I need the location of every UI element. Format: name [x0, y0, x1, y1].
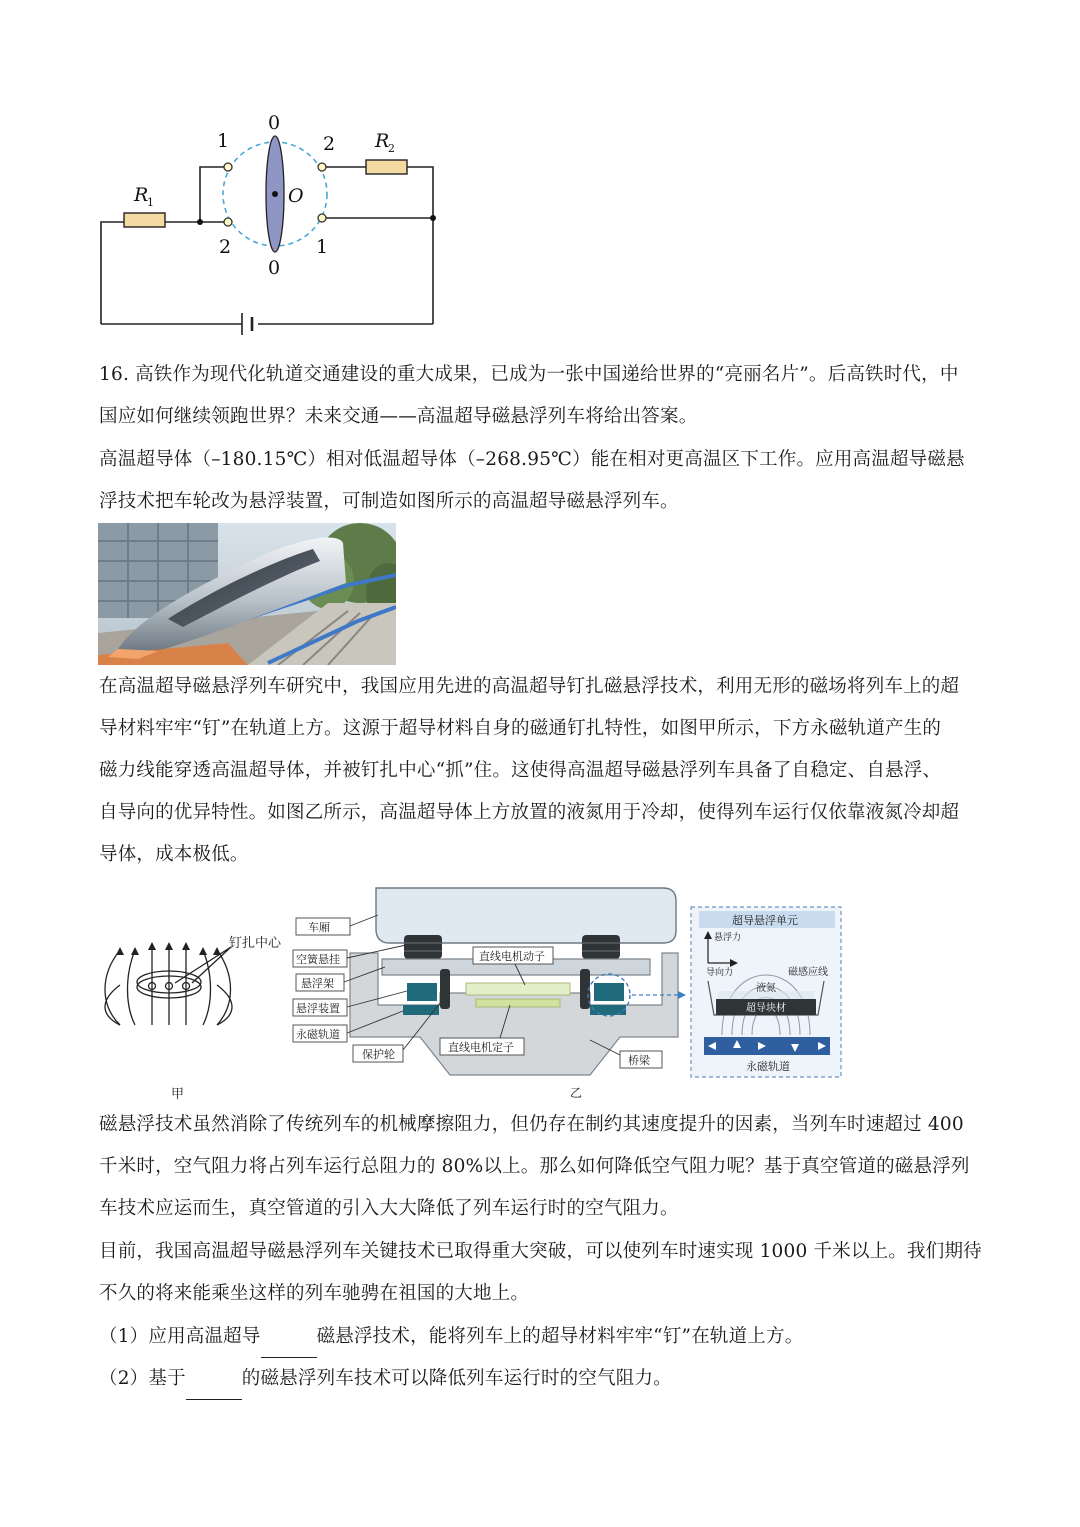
paragraph-pinning	[99, 666, 984, 876]
label-carriage: 车厢	[308, 921, 330, 934]
circuit-diagram	[90, 108, 450, 340]
paragraph-breakthrough	[99, 1231, 984, 1315]
resistor-r1	[124, 213, 165, 227]
label-left-bottom: 2	[219, 236, 232, 258]
label-r2: R	[375, 130, 390, 152]
caption-yi: 乙	[570, 1086, 583, 1100]
label-motor-stator: 直线电机定子	[448, 1041, 514, 1054]
text-line: 磁力线能穿透高温超导体，并被钉扎中心“抓”住。这使得高温超导磁悬浮列车具备了自稳定、自悬浮、	[99, 760, 942, 781]
q2-prefix: （2）基于	[99, 1368, 186, 1389]
unit-guide-force: 导向力	[706, 968, 734, 978]
text-line: 导体，成本极低。	[99, 844, 249, 865]
q1-suffix: 磁悬浮技术，能将列车上的超导材料牢牢“钉”在轨道上方。	[316, 1326, 804, 1347]
paragraph-temperature	[99, 439, 984, 523]
label-right-top: 2	[323, 133, 336, 155]
label-air-spring: 空簧悬挂	[296, 953, 340, 966]
label-top-zero: 0	[268, 112, 281, 134]
text-line: 浮技术把车轮改为悬浮装置，可制造如图所示的高温超导磁悬浮列车。	[99, 491, 679, 512]
label-right-bottom: 1	[316, 236, 329, 258]
label-center-o: O	[288, 185, 304, 207]
label-left-top: 1	[217, 130, 230, 152]
label-pin-center: 钉扎中心	[229, 936, 282, 951]
sub-question-2	[99, 1358, 984, 1400]
unit-field-lines: 磁感应线	[788, 967, 828, 978]
text-line: 车技术应运而生，真空管道的引入大大降低了列车运行时的空气阻力。	[99, 1198, 679, 1219]
text-line: 在高温超导磁悬浮列车研究中，我国应用先进的高温超导钉扎磁悬浮技术，利用无形的磁场将列车上的超	[99, 676, 960, 697]
label-r1: R	[134, 184, 149, 206]
unit-title: 超导悬浮单元	[732, 914, 798, 927]
text-line: 自导向的优异特性。如图乙所示，高温超导体上方放置的液氮用于冷却，使得列车运行仅依靠液氮冷却超	[99, 802, 960, 823]
caption-jia: 甲	[171, 1087, 185, 1102]
unit-block: 超导块材	[746, 1003, 786, 1014]
text-line: 国应如何继续领跑世界？未来交通——高温超导磁悬浮列车将给出答案。	[99, 406, 698, 427]
text-line: 16. 高铁作为现代化轨道交通建设的重大成果，已成为一张中国递给世界的“亮丽名片”。后高铁时代，中	[99, 364, 959, 385]
figure-yi-maglev-structure	[290, 885, 846, 1103]
sub-question-1	[99, 1316, 984, 1358]
text-line: 高温超导体（–180.15℃）相对低温超导体（–268.95℃）能在相对更高温区下工作。应用高温超导磁悬	[99, 449, 965, 470]
text-line: 不久的将来能乘坐这样的列车驰骋在祖国的大地上。	[99, 1283, 530, 1304]
text-line: 导材料牢牢“钉”在轨道上方。这源于超导材料自身的磁通钉扎特性，如图甲所示，下方永磁轨道产生的	[99, 718, 942, 739]
q2-answer-blank[interactable]	[186, 1369, 242, 1400]
label-protect-wheel: 保护轮	[362, 1048, 395, 1061]
text-line: 千米时，空气阻力将占列车运行总阻力的 80%以上。那么如何降低空气阻力呢？基于真空管道的磁悬浮列	[99, 1156, 970, 1177]
label-pm-track: 永磁轨道	[296, 1028, 340, 1041]
label-r1-sub: 1	[147, 196, 154, 209]
text-line: 磁悬浮技术虽然消除了传统列车的机械摩擦阻力，但仍存在制约其速度提升的因素，当列车时速超过 400	[99, 1114, 964, 1135]
unit-pm-track: 永磁轨道	[746, 1060, 790, 1073]
q2-suffix: 的磁悬浮列车技术可以降低列车运行时的空气阻力。	[241, 1368, 672, 1389]
label-motor-rotor: 直线电机动子	[479, 950, 545, 963]
label-bridge: 桥梁	[628, 1054, 650, 1067]
maglev-train-photo	[98, 523, 396, 665]
unit-ln2: 液氮	[756, 983, 776, 994]
paragraph-air-resistance	[99, 1104, 984, 1230]
q1-prefix: （1）应用高温超导	[99, 1326, 261, 1347]
label-r2-sub: 2	[388, 142, 395, 155]
resistor-r2	[366, 160, 407, 174]
unit-lift-force: 悬浮力	[714, 933, 742, 943]
label-levitation-device: 悬浮装置	[296, 1002, 340, 1015]
figure-jia-flux-pinning	[95, 925, 295, 1105]
text-line: 目前，我国高温超导磁悬浮列车关键技术已取得重大突破，可以使列车时速实现 1000 千米以上。我们期待	[99, 1241, 982, 1262]
q1-answer-blank[interactable]	[261, 1327, 317, 1358]
paragraph-intro	[99, 354, 984, 438]
label-bottom-zero: 0	[268, 257, 281, 279]
label-frame: 悬浮架	[301, 977, 334, 990]
